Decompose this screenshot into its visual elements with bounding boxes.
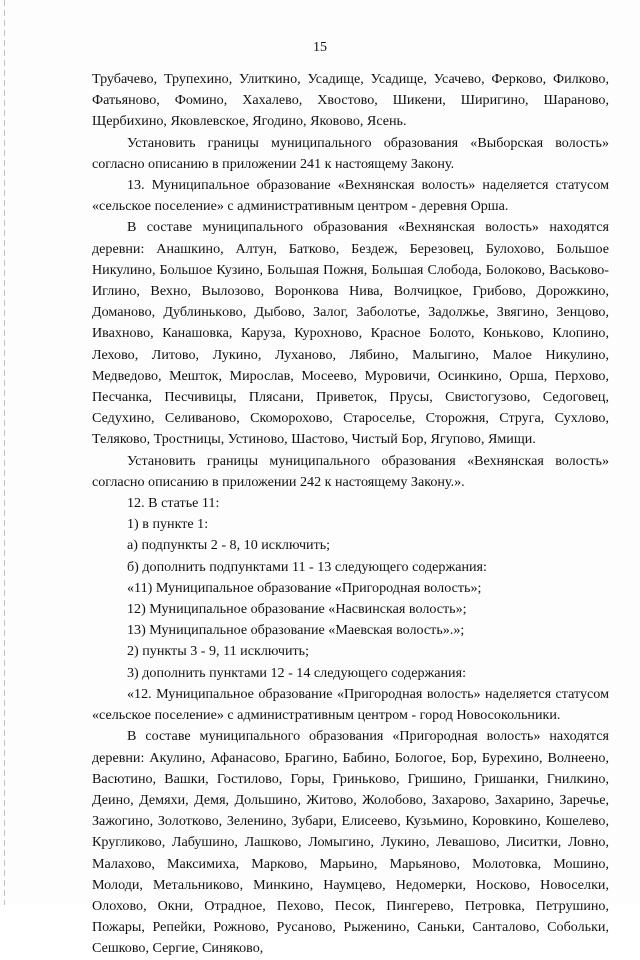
page-number: 15 bbox=[313, 40, 327, 55]
paragraph: В составе муниципального образования «Вехнянская волость» находятся деревни: Анашкино, Алтун, Батково, Бездеж, Березовец, Булохово, Большое Никулино, Большое Кузино, Большая Пожня, Большая Слобода, Болоково, Васьково-Иглино, Вехно, Вылозово, Воронкова Нива, Волчицкое, Грибово, Дорожкино, Доманово, Дублинькoво, Дыбово, Залог, Заболотье, Задолжье, Звягино, Зенцово, Ивахново, Канашовка, Каруза, Курохново, Красное Болото, Конькoво, Клопино, Лехово, Литово, Лукино, Луханово, Лябино, Малыгино, Малое Никулино, Медведово, Мешток, Мирослав, Мосеево, Муровичи, Осинкино, Орша, Перхово, Песчанка, Песчивицы, Плясани, Приветок, Прусы, Свистогузово, Седоговец, Седухино, Селиваново, Скоморохово, Староселье, Сторожня, Струга, Сухлово, Теляково, Тростницы, Устиново, Шастово, Чистый Бор, Ягупово, Ямищи. bbox=[92, 219, 609, 448]
scan-edge bbox=[4, 0, 5, 905]
paragraph: 3) дополнить пунктами 12 - 14 следующего содержания: bbox=[127, 664, 466, 681]
paragraph: а) подпункты 2 - 8, 10 исключить; bbox=[127, 537, 331, 554]
paragraph: Установить границы муниципального образования «Выборская волость» согласно описанию в приложении 241 к настоящему Закону. bbox=[92, 134, 609, 172]
paragraph: Установить границы муниципального образования «Вехнянская волость» согласно описанию в приложении 242 к настоящему Закону.». bbox=[92, 452, 609, 490]
paragraph: «12. Муниципальное образование «Пригородная волость» наделяется статусом «сельское поселение» с административным центром - город Новосокольники. bbox=[92, 685, 609, 724]
paragraph: 13) Муниципальное образование «Маевская волость».»; bbox=[127, 622, 465, 639]
paragraph: Трубачево, Трупехино, Улиткино, Усадище, Усадище, Усачево, Ферково, Филково, Фатьяново, Фомино, Хахалево, Хвостово, Шикени, Ширигино, Шараново, Щербихино, Яковлевское, Ягодино, Яковово, Ясень. bbox=[92, 71, 609, 130]
paragraph: 13. Муниципальное образование «Вехнянская волость» наделяется статусом «сельское поселение» с административным центром - деревня Орша. bbox=[92, 177, 609, 215]
paragraph: 1) в пункте 1: bbox=[127, 516, 209, 533]
paragraph: 2) пункты 3 - 9, 11 исключить; bbox=[127, 643, 309, 660]
paragraph: б) дополнить подпунктами 11 - 13 следующего содержания: bbox=[127, 558, 487, 575]
paragraph: 12. В статье 11: bbox=[127, 495, 220, 512]
paragraph: В составе муниципального образования «Пригородная волость» находятся деревни: Акулино, Афанасово, Брагино, Бабино, Бологое, Бор, Бурехино, Волнеено, Васютино, Вашки, Гостилово, Горы, Гринькoво, Гришино, Гришанки, Гнилкино, Деино, Демяхи, Демя, Дольшино, Житово, Жолобово, Захарово, Захарино, Заречье, Зажогино, Золотково, Зеленино, Зубари, Елисеево, Кузьмино, Коровкино, Кошелево, Кругликово, Лабушино, Лашково, Ломыгино, Лукино, Левашово, Лиситки, Ловно, Малахово, Максимиха, Марково, Марьино, Марьяново, Молотовка, Мошино, Молоди, Метальниково, Минкино, Наумцево, Недомерки, Носково, Новоселки, Олохово, Окни, Отрадное, Пехово, Песок, Пингерево, Петровка, Петрушино, Пожары, Репейки, Рожново, Русаново, Рыженино, Саньки, Санталово, Собольки, Сешково, Сергие, Синяково, bbox=[92, 728, 609, 957]
document-body bbox=[92, 69, 609, 960]
paragraph: «11) Муниципальное образование «Пригородная волость»; bbox=[127, 579, 482, 596]
paragraph: 12) Муниципальное образование «Насвинская волость»; bbox=[127, 601, 467, 618]
